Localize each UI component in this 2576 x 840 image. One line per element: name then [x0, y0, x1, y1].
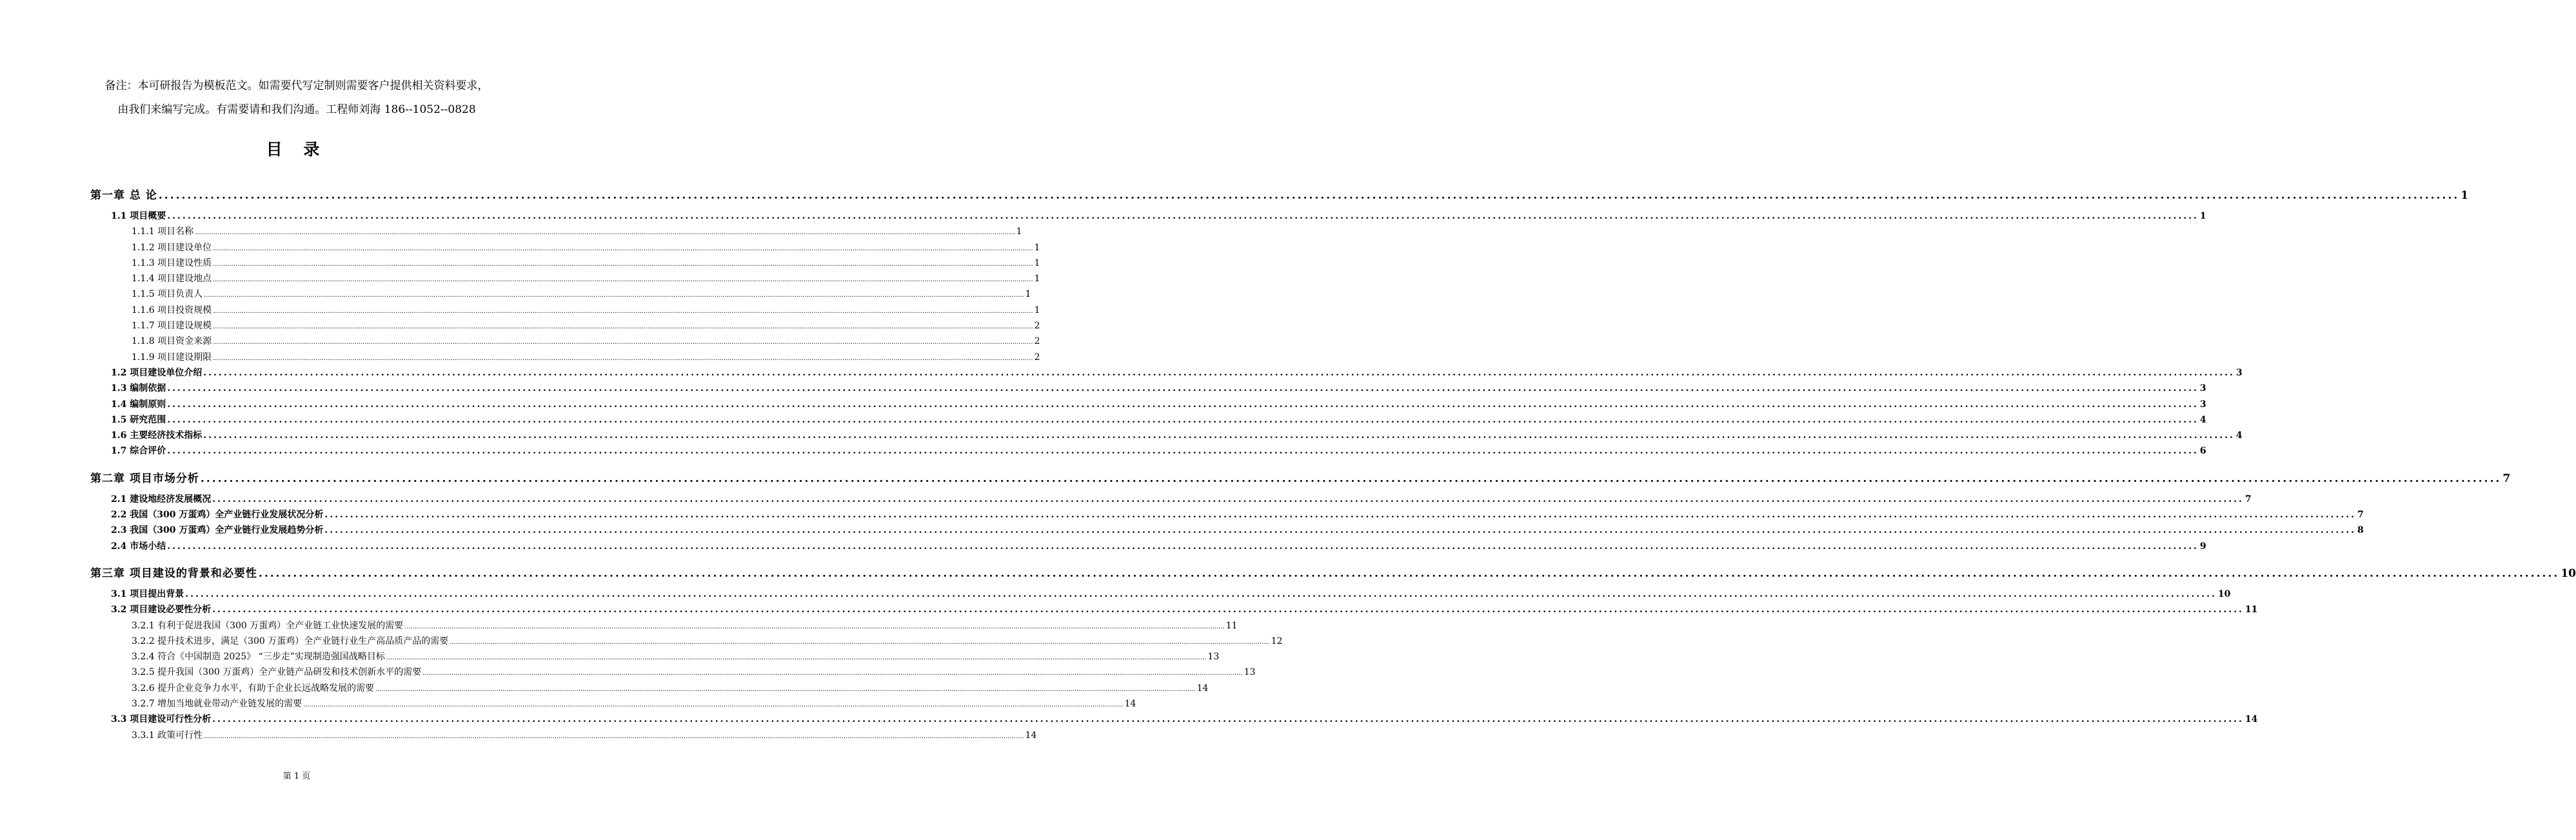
toc-entry[interactable] [90, 303, 1040, 319]
toc-entry-page: 11 [1225, 620, 1238, 631]
toc-entry-title: 1.1.7 项目建设规模 [132, 321, 212, 332]
toc-entry-page: 14 [1124, 699, 1136, 710]
toc-entry[interactable] [90, 183, 2469, 209]
toc-leader-dots: ................................................................................................................................................................................................................................................................................................................................................................................................................ [213, 260, 1033, 268]
toc-entry[interactable] [90, 319, 1040, 334]
toc-entry-title: 1.1.9 项目建设期限 [132, 352, 212, 363]
toc-entry[interactable] [90, 728, 1037, 744]
toc-entry[interactable] [90, 334, 1040, 350]
toc-entry[interactable] [90, 561, 2576, 587]
toc-entry-page: 7 [2244, 494, 2252, 505]
toc-entry-page: 2 [1034, 336, 1040, 347]
toc-entry-title: 1.1.8 项目资金来源 [132, 336, 212, 347]
toc-entry-title: 1.1 项目概要 [111, 211, 166, 221]
toc-entry-page: 7 [2357, 510, 2364, 521]
toc-entry-page: 8 [2357, 525, 2364, 536]
toc-entry-title: 第一章 总 论 [90, 189, 157, 202]
toc-leader-dots: ................................................................................................................................................................................................................................................................................................................................................................................................................ [167, 446, 2199, 457]
table-of-contents [90, 183, 2576, 744]
toc-entry-page: 12 [1271, 635, 1283, 646]
toc-leader-dots: ................................................................................................................................................................................................................................................................................................................................................................................................................ [375, 685, 1196, 693]
toc-entry-title: 3.2.5 提升我国（300 万蛋鸡）全产业链产品研发和技术创新水平的需要 [132, 667, 422, 678]
toc-entry[interactable] [90, 697, 1136, 712]
toc-leader-dots: ................................................................................................................................................................................................................................................................................................................................................................................................................ [213, 276, 1033, 284]
toc-entry-page: 10 [2217, 588, 2231, 599]
toc-leader-dots: ................................................................................................................................................................................................................................................................................................................................................................................................................ [213, 323, 1033, 331]
toc-entry-title: 1.6 主要经济技术指标 [111, 430, 203, 441]
toc-entry-page: 1 [1025, 289, 1031, 300]
toc-entry[interactable] [90, 634, 1283, 650]
toc-leader-dots: ................................................................................................................................................................................................................................................................................................................................................................................................................ [258, 566, 2560, 580]
toc-entry-title: 第三章 项目建设的背景和必要性 [90, 566, 257, 580]
toc-entry-page: 1 [1034, 257, 1040, 268]
toc-entry-page: 2 [1034, 352, 1040, 363]
toc-entry[interactable] [90, 523, 2364, 539]
toc-leader-dots: ................................................................................................................................................................................................................................................................................................................................................................................................................ [213, 307, 1033, 315]
toc-leader-dots: ................................................................................................................................................................................................................................................................................................................................................................................................................ [422, 670, 1243, 677]
toc-entry-title: 1.1.6 项目投资规模 [132, 305, 212, 315]
toc-entry-page: 10 [2561, 566, 2576, 580]
toc-entry[interactable] [90, 256, 1040, 272]
toc-leader-dots: ................................................................................................................................................................................................................................................................................................................................................................................................................ [324, 525, 2356, 536]
toc-entry-title: 3.2 项目建设必要性分析 [111, 605, 212, 615]
toc-entry[interactable] [90, 350, 1040, 366]
toc-entry-title: 3.2.1 有利于促进我国（300 万蛋鸡）全产业链工业快速发展的需要 [132, 620, 404, 631]
toc-entry-page: 4 [2199, 414, 2206, 425]
toc-entry-title: 3.3.1 政策可行性 [132, 730, 203, 741]
toc-entry[interactable] [90, 381, 2206, 397]
toc-entry-title: 第二章 项目市场分析 [90, 472, 199, 485]
toc-entry-title: 1.1.2 项目建设单位 [132, 242, 212, 253]
toc-entry[interactable] [90, 209, 2206, 225]
toc-entry[interactable] [90, 603, 2258, 618]
toc-entry-page: 14 [2244, 714, 2258, 725]
toc-entry-page: 13 [1243, 667, 1256, 678]
toc-title: 目 录 [266, 140, 328, 159]
toc-entry[interactable] [90, 508, 2364, 523]
toc-entry-page: 13 [1207, 652, 1220, 663]
toc-entry-title: 1.7 综合评价 [111, 446, 166, 457]
toc-leader-dots: ................................................................................................................................................................................................................................................................................................................................................................................................................ [158, 189, 2460, 202]
toc-leader-dots: ................................................................................................................................................................................................................................................................................................................................................................................................................ [450, 638, 1270, 646]
toc-leader-dots: ................................................................................................................................................................................................................................................................................................................................................................................................................ [185, 588, 2217, 599]
toc-leader-dots: ................................................................................................................................................................................................................................................................................................................................................................................................................ [167, 383, 2199, 394]
toc-entry[interactable] [90, 650, 1220, 665]
toc-entry-page: 1 [1016, 226, 1022, 237]
toc-entry[interactable] [90, 466, 2511, 492]
toc-entry[interactable] [90, 397, 2206, 413]
toc-entry[interactable] [90, 444, 2206, 459]
toc-leader-dots: ................................................................................................................................................................................................................................................................................................................................................................................................................ [200, 472, 2502, 485]
toc-leader-dots: ................................................................................................................................................................................................................................................................................................................................................................................................................ [386, 654, 1207, 662]
toc-entry-page: 3 [2199, 383, 2206, 394]
template-note-line-2: 由我们来编写完成。有需要请和我们沟通。工程师刘海 186--1052--0828 [117, 103, 476, 116]
toc-entry[interactable] [90, 539, 2206, 555]
toc-entry-page: 1 [2199, 211, 2206, 221]
toc-entry-page: 1 [1034, 242, 1040, 253]
toc-entry-title: 1.3 编制依据 [111, 383, 166, 394]
toc-entry[interactable] [90, 665, 1256, 681]
toc-entry-title: 2.1 建设地经济发展概况 [111, 494, 212, 505]
toc-leader-dots: ................................................................................................................................................................................................................................................................................................................................................................................................................ [213, 245, 1033, 252]
toc-entry[interactable] [90, 681, 1209, 697]
toc-entry-page: 3 [2235, 367, 2243, 378]
toc-entry-page: 9 [2199, 541, 2206, 552]
toc-entry-page: 1 [1034, 305, 1040, 315]
toc-entry-title: 1.2 项目建设单位介绍 [111, 367, 203, 378]
toc-entry-title: 3.3 项目建设可行性分析 [111, 714, 212, 725]
toc-entry-page: 4 [2235, 430, 2243, 441]
template-note-line-1: 备注：本可研报告为模板范文。如需要代写定制则需要客户提供相关资料要求， [104, 79, 489, 92]
toc-leader-dots: ................................................................................................................................................................................................................................................................................................................................................................................................................ [303, 701, 1124, 709]
toc-entry-page: 14 [1025, 730, 1037, 741]
toc-entry[interactable] [90, 712, 2258, 728]
toc-entry[interactable] [90, 225, 1022, 240]
toc-leader-dots: ................................................................................................................................................................................................................................................................................................................................................................................................................ [167, 541, 2199, 552]
toc-entry-page: 11 [2244, 605, 2258, 615]
toc-leader-dots: ................................................................................................................................................................................................................................................................................................................................................................................................................ [324, 510, 2356, 521]
toc-entry-title: 3.2.4 符合《中国制造 2025》 “三步走”实现制造强国战略目标 [132, 652, 385, 663]
toc-leader-dots: ................................................................................................................................................................................................................................................................................................................................................................................................................ [212, 605, 2244, 615]
toc-entry-page: 14 [1196, 683, 1209, 694]
toc-entry-title: 1.4 编制原则 [111, 399, 166, 410]
toc-leader-dots: ................................................................................................................................................................................................................................................................................................................................................................................................................ [203, 367, 2235, 378]
toc-entry-title: 2.4 市场小结 [111, 541, 166, 552]
toc-leader-dots: ................................................................................................................................................................................................................................................................................................................................................................................................................ [213, 354, 1033, 362]
toc-entry[interactable] [90, 272, 1040, 287]
toc-entry-page: 1 [1034, 274, 1040, 285]
toc-entry[interactable] [90, 492, 2252, 508]
toc-leader-dots: ................................................................................................................................................................................................................................................................................................................................................................................................................ [195, 229, 1015, 237]
toc-entry-title: 1.1.4 项目建设地点 [132, 274, 212, 285]
toc-leader-dots: ................................................................................................................................................................................................................................................................................................................................................................................................................ [204, 292, 1024, 299]
toc-entry-title: 1.1.5 项目负责人 [132, 289, 203, 300]
toc-entry-page: 2 [1034, 321, 1040, 332]
toc-entry-title: 2.3 我国（300 万蛋鸡）全产业链行业发展趋势分析 [111, 525, 324, 536]
toc-entry-title: 3.2.7 增加当地就业带动产业链发展的需要 [132, 699, 302, 710]
toc-entry[interactable] [90, 587, 2231, 603]
toc-entry[interactable] [90, 428, 2243, 444]
toc-leader-dots: ................................................................................................................................................................................................................................................................................................................................................................................................................ [167, 399, 2199, 410]
toc-leader-dots: ................................................................................................................................................................................................................................................................................................................................................................................................................ [204, 732, 1024, 740]
toc-leader-dots: ................................................................................................................................................................................................................................................................................................................................................................................................................ [167, 414, 2199, 425]
toc-leader-dots: ................................................................................................................................................................................................................................................................................................................................................................................................................ [167, 211, 2199, 221]
toc-entry[interactable] [90, 413, 2206, 428]
page-number-footer: 第 1 页 [282, 772, 311, 781]
toc-entry[interactable] [90, 366, 2243, 381]
toc-entry-title: 3.1 项目提出背景 [111, 588, 184, 599]
toc-leader-dots: ................................................................................................................................................................................................................................................................................................................................................................................................................ [404, 623, 1225, 630]
toc-leader-dots: ................................................................................................................................................................................................................................................................................................................................................................................................................ [212, 494, 2244, 505]
toc-entry-title: 1.5 研究范围 [111, 414, 166, 425]
toc-entry[interactable] [90, 241, 1040, 256]
toc-entry-title: 2.2 我国（300 万蛋鸡）全产业链行业发展状况分析 [111, 510, 324, 521]
toc-leader-dots: ................................................................................................................................................................................................................................................................................................................................................................................................................ [212, 714, 2244, 725]
toc-entry[interactable] [90, 619, 1238, 634]
toc-entry-title: 1.1.3 项目建设性质 [132, 257, 212, 268]
toc-entry-title: 3.2.2 提升技术进步，满足（300 万蛋鸡）全产业链行业生产高品质产品的需要 [132, 635, 449, 646]
toc-entry-title: 1.1.1 项目名称 [132, 226, 194, 237]
toc-entry-page: 6 [2199, 446, 2206, 457]
toc-entry[interactable] [90, 287, 1031, 303]
toc-entry-page: 7 [2502, 472, 2511, 485]
toc-entry-page: 3 [2199, 399, 2206, 410]
toc-entry-title: 3.2.6 提升企业竞争力水平，有助于企业长远战略发展的需要 [132, 683, 375, 694]
toc-entry-page: 1 [2461, 189, 2469, 202]
toc-leader-dots: ................................................................................................................................................................................................................................................................................................................................................................................................................ [203, 430, 2235, 441]
toc-leader-dots: ................................................................................................................................................................................................................................................................................................................................................................................................................ [213, 339, 1033, 346]
